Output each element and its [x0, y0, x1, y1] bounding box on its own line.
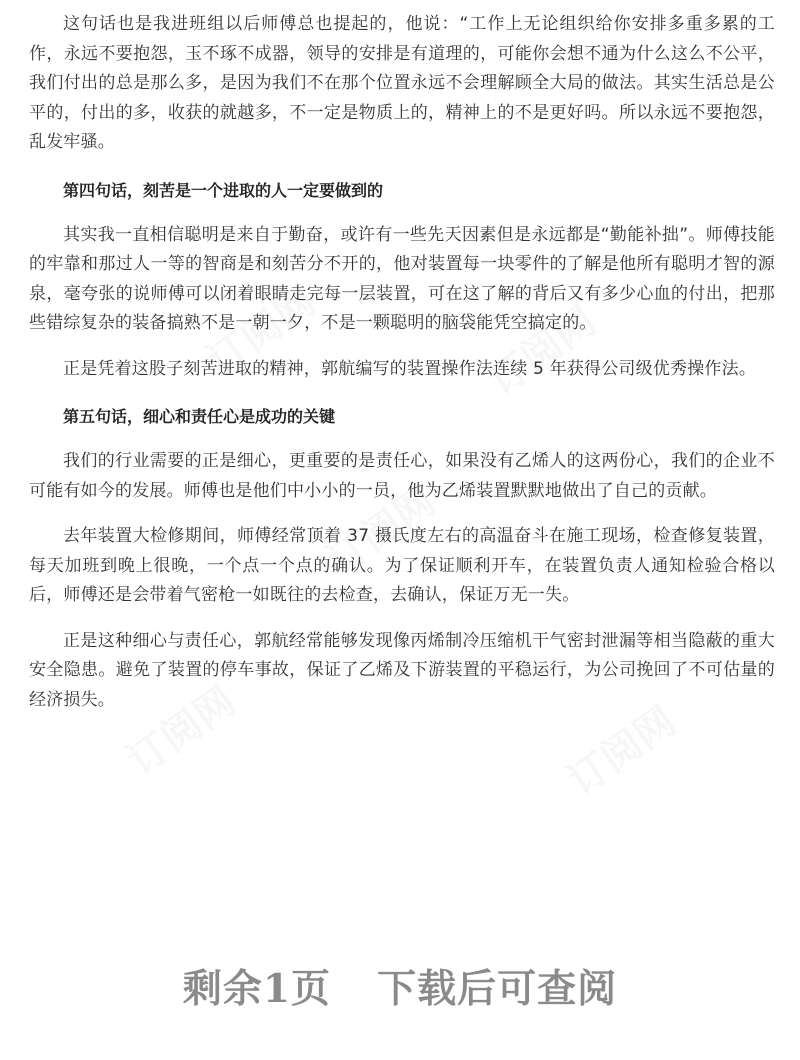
download-prompt-banner[interactable] — [0, 958, 800, 1014]
paragraph-operation-method: 正是凭着这股子刻苦进取的精神，郭航编写的装置操作法连续 5 年获得公司级优秀操作法。 — [63, 358, 757, 379]
download-to-view-label[interactable]: 下载后可查阅 — [377, 966, 618, 1012]
paragraph-overhaul: 去年装置大检修期间，师傅经常顶着 37 摄氏度左右的高温奋斗在施工现场，检查修复装置，每天加班到晚上很晚，一个点一个点的确认。为了保证顺利开车，在装置负责人通知检验合格以后，师傅还是会带着气密枪一如既往的去检查，去确认，保证万无一失。 — [29, 526, 775, 605]
paragraph-responsibility: 我们的行业需要的正是细心，更重要的是责任心，如果没有乙烯人的这两份心，我们的企业不可能有如今的发展。师傅也是他们中小小的一员，他为乙烯装置默默地做出了自己的贡献。 — [29, 451, 775, 501]
paragraph-intro: 这句话也是我进班组以后师傅总也提起的，他说：“工作上无论组织给你安排多重多累的工作，永远不要抱怨，玉不琢不成器，领导的安排是有道理的，可能你会想不通为什么这么不公平，我们付出的总是那么多，是因为我们不在那个位置永远不会理解顾全大局的做法。其实生活总是公平的，付出的多，收获的就越多，不一定是物质上的，精神上的不是更好吗。所以永远不要抱怨，乱发牢骚。 — [29, 14, 775, 152]
paragraph-diligence: 其实我一直相信聪明是来自于勤奋，或许有一些先天因素但是永远都是“勤能补拙”。师傅技能的牢靠和那过人一等的智商是和刻苦分不开的，他对装置每一块零件的了解是他所有聪明才智的源泉，毫夸张的说师傅可以闭着眼睛走完每一层装置，可在这了解的背后又有多少心血的付出，把那些错综复杂的装备搞熟不是一朝一夕，不是一颗聪明的脑袋能凭空搞定的。 — [29, 224, 775, 333]
document-body — [29, 10, 775, 715]
remaining-pages-label: 剩余1页 — [182, 966, 332, 1012]
paragraph-safety: 正是这种细心与责任心，郭航经常能够发现像丙烯制冷压缩机干气密封泄漏等相当隐蔽的重大安全隐患。避免了装置的停车事故，保证了乙烯及下游装置的平稳运行，为公司挽回了不可估量的经济损失。 — [29, 630, 775, 710]
heading-fourth-saying: 第四句话，刻苦是一个进取的人一定要做到的 — [63, 180, 384, 200]
heading-fifth-saying: 第五句话，细心和责任心是成功的关键 — [63, 407, 336, 426]
